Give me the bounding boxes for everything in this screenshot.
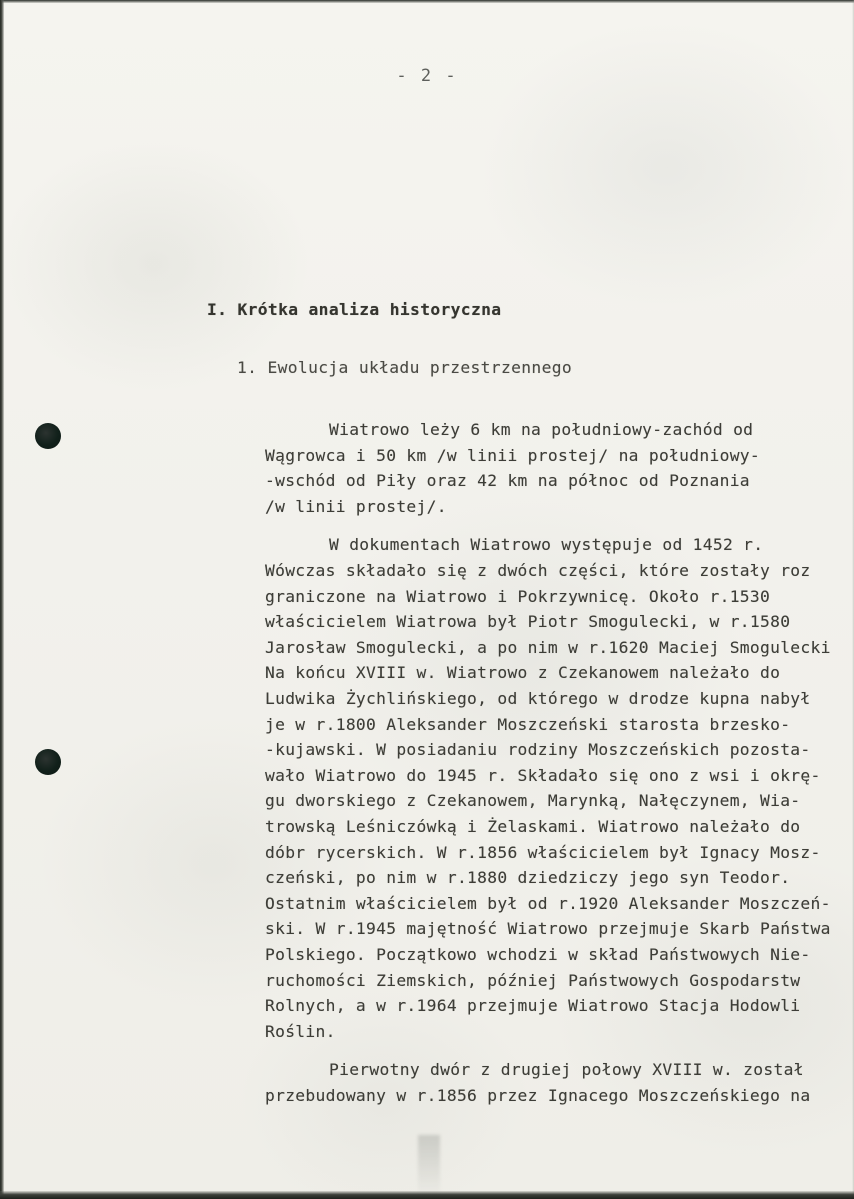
text-line: je w r.1800 Aleksander Moszczeński starosta brzesko- bbox=[265, 714, 791, 734]
text-line: Wiatrowo leży 6 km na południowy-zachód od bbox=[329, 420, 754, 440]
text-line: Wągrowca i 50 km /w linii prostej/ na południowy- bbox=[265, 445, 761, 465]
text-line: W dokumentach Wiatrowo występuje od 1452 r. bbox=[329, 535, 764, 555]
text-line: Roślin. bbox=[265, 1021, 336, 1041]
section-heading-historical-analysis: I. Krótka analiza historyczna bbox=[207, 300, 502, 319]
text-line: Ostatnim właścicielem był od r.1920 Aleksander Moszczeń- bbox=[265, 893, 831, 913]
paragraph-manor bbox=[265, 1057, 854, 1108]
text-line: Wówczas składało się z dwóch części, które zostały roz bbox=[265, 561, 811, 581]
text-line: właścicielem Wiatrowa był Piotr Smogulecki, w r.1580 bbox=[265, 612, 791, 632]
text-line: trowską Leśniczówką i Żelaskami. Wiatrowo należało do bbox=[265, 817, 801, 836]
text-line: czeński, po nim w r.1880 dziedziczy jego syn Teodor. bbox=[265, 868, 791, 888]
text-line: Polskiego. Początkowo wchodzi w skład Państwowych Nie- bbox=[265, 944, 811, 964]
text-line: wało Wiatrowo do 1945 r. Składało się ono z wsi i okrę- bbox=[265, 765, 821, 785]
text-line: dóbr rycerskich. W r.1856 właścicielem był Ignacy Mosz- bbox=[265, 842, 821, 862]
text-line: Na końcu XVIII w. Wiatrowo z Czekanowem należało do bbox=[265, 663, 781, 683]
page-number: - 2 - bbox=[396, 66, 458, 86]
paragraph-location bbox=[265, 417, 854, 519]
text-line: ruchomości Ziemskich, później Państwowych Gospodarstw bbox=[265, 970, 801, 990]
text-line: -kujawski. W posiadaniu rodziny Moszczeńskich pozosta- bbox=[265, 740, 811, 760]
page-edge-top bbox=[0, 0, 854, 3]
document-body bbox=[0, 300, 854, 1109]
text-line: gu dworskiego z Czekanowem, Marynką, Nałęczynem, Wia- bbox=[265, 791, 801, 811]
paragraph-history bbox=[265, 532, 854, 1044]
text-line: Ludwika Żychlińskiego, od którego w drodze kupna nabył bbox=[265, 689, 811, 709]
subsection-heading-spatial-evolution: 1. Ewolucja układu przestrzennego bbox=[237, 357, 573, 377]
text-line: przebudowany w r.1856 przez Ignacego Moszczeńskiego na bbox=[265, 1085, 811, 1105]
text-line: Rolnych, a w r.1964 przejmuje Wiatrowo Stacja Hodowli bbox=[265, 996, 801, 1016]
text-line: Pierwotny dwór z drugiej połowy XVIII w. został bbox=[329, 1060, 804, 1080]
text-line: ski. W r.1945 majętność Wiatrowo przejmuje Skarb Państwa bbox=[265, 919, 831, 939]
paper-smudge bbox=[418, 1135, 440, 1193]
text-line: Jarosław Smogulecki, a po nim w r.1620 Maciej Smogulecki bbox=[265, 637, 831, 657]
text-line: /w linii prostej/. bbox=[265, 496, 447, 516]
text-line: -wschód od Piły oraz 42 km na północ od Poznania bbox=[265, 471, 750, 491]
text-line: graniczone na Wiatrowo i Pokrzywnicę. Około r.1530 bbox=[265, 586, 771, 606]
